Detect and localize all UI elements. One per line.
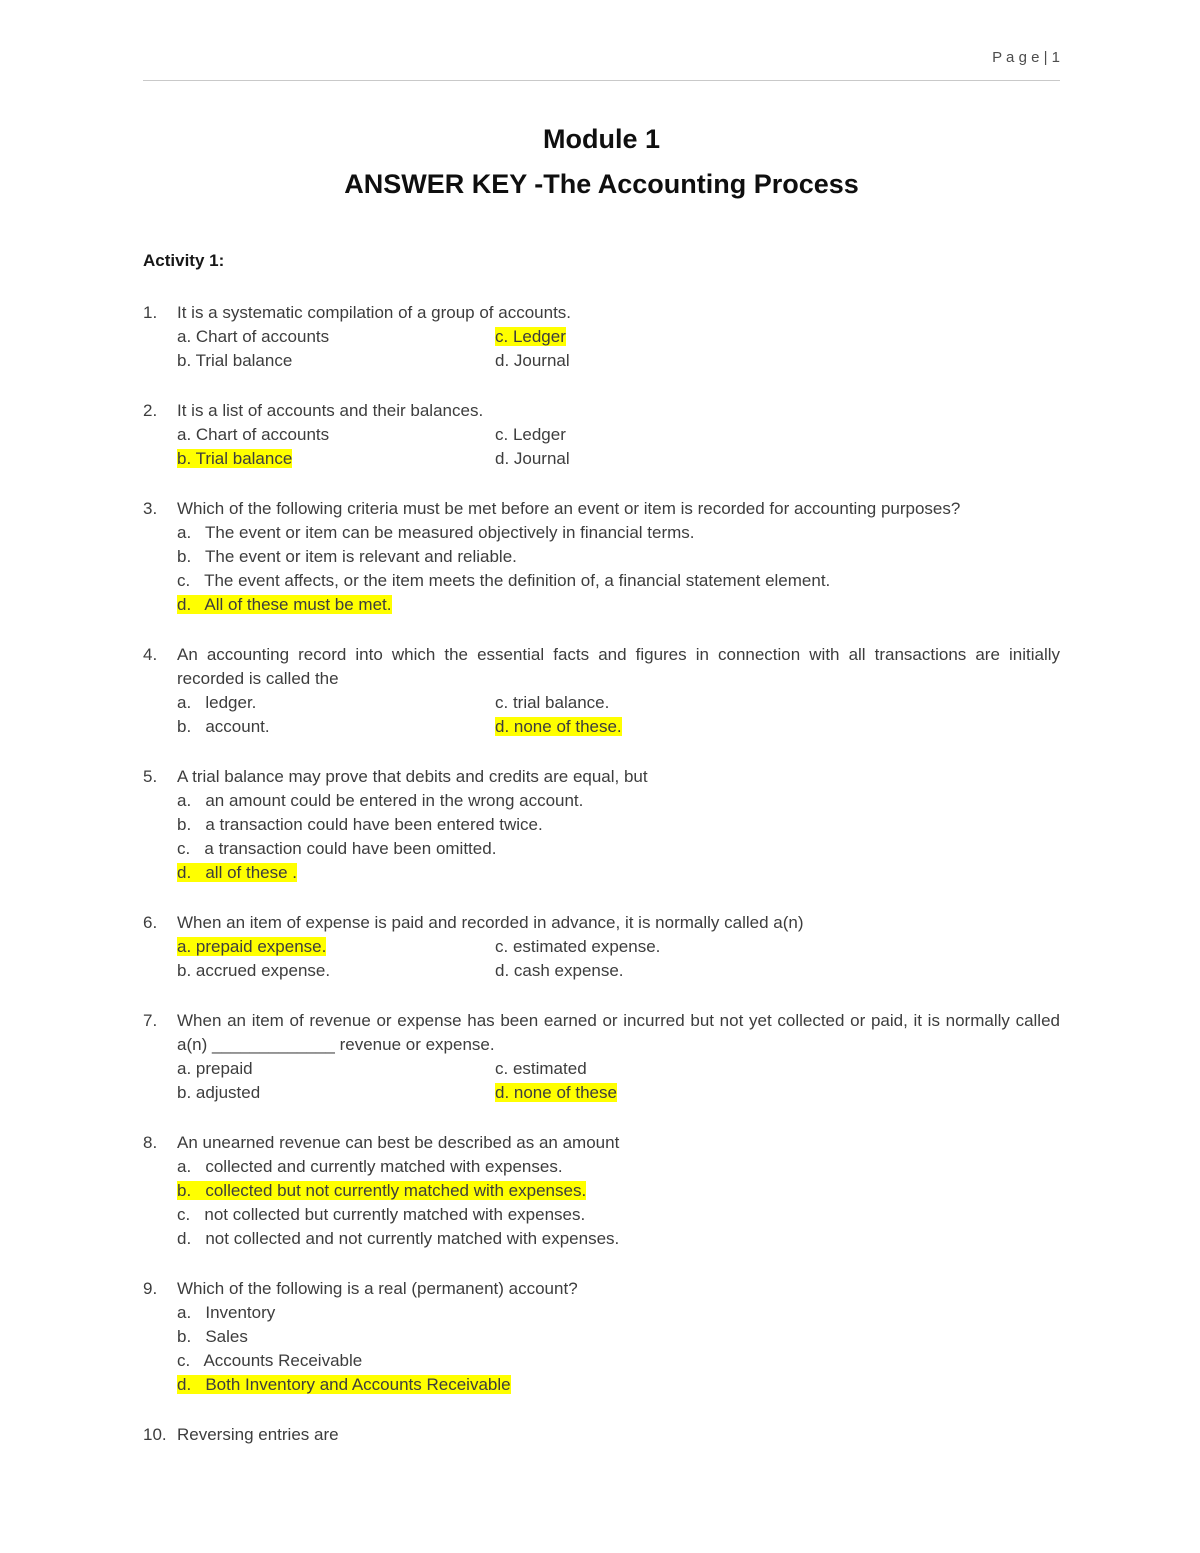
- option-text: d. not collected and not currently matched with expenses.: [177, 1229, 620, 1248]
- answer-option: [177, 691, 495, 715]
- question-options: [177, 521, 1060, 617]
- option-text: a. Chart of accounts: [177, 425, 330, 444]
- question-block: [143, 765, 1060, 885]
- answer-option: [495, 423, 1060, 447]
- question-head: [143, 911, 1060, 935]
- question-block: [143, 497, 1060, 617]
- highlighted-answer: d. none of these: [495, 1083, 617, 1102]
- question-block: [143, 643, 1060, 739]
- question-number: 7.: [143, 1011, 158, 1030]
- option-text: b. adjusted: [177, 1083, 261, 1102]
- answer-option: [495, 349, 1060, 373]
- question-number: 8.: [143, 1133, 158, 1152]
- answer-key-title: ANSWER KEY -The Accounting Process: [344, 169, 859, 199]
- answer-option: [177, 593, 1060, 617]
- option-text: a. Chart of accounts: [177, 327, 330, 346]
- question-number: 3.: [143, 499, 158, 518]
- question-options: [177, 1057, 1060, 1105]
- question-text: An accounting record into which the essential facts and figures in connection with all transactions are initially recorded is called the: [177, 645, 1060, 688]
- option-text: a. collected and currently matched with expenses.: [177, 1157, 563, 1176]
- question-head: [143, 1009, 1060, 1057]
- answer-option: [495, 691, 1060, 715]
- question-text: Reversing entries are: [177, 1425, 339, 1444]
- answer-option: [177, 1349, 1060, 1373]
- answer-option: [177, 1373, 1060, 1397]
- question-options: [177, 325, 1060, 373]
- option-text: b. Trial balance: [177, 351, 293, 370]
- option-text: b. account.: [177, 717, 270, 736]
- option-text: c. Ledger: [495, 425, 566, 444]
- answer-option: [177, 545, 1060, 569]
- answer-option: [177, 423, 495, 447]
- question-number: 6.: [143, 913, 158, 932]
- question-number: 4.: [143, 645, 158, 664]
- option-text: c. Accounts Receivable: [177, 1351, 363, 1370]
- question-number: 5.: [143, 767, 158, 786]
- answer-option: [177, 813, 1060, 837]
- questions-list: [143, 301, 1060, 1447]
- option-text: d. Journal: [495, 449, 570, 468]
- answer-option: [495, 959, 1060, 983]
- answer-option: [177, 959, 495, 983]
- option-text: c. a transaction could have been omitted.: [177, 839, 497, 858]
- highlighted-answer: a. prepaid expense.: [177, 937, 327, 956]
- option-text: d. cash expense.: [495, 961, 624, 980]
- question-options: [177, 423, 1060, 471]
- option-text: b. The event or item is relevant and reliable.: [177, 547, 517, 566]
- answer-option: [177, 1155, 1060, 1179]
- answer-option: [177, 715, 495, 739]
- question-number: 9.: [143, 1279, 158, 1298]
- answer-option: [177, 325, 495, 349]
- question-block: [143, 1277, 1060, 1397]
- answer-option: [177, 447, 495, 471]
- answer-option: [177, 1081, 495, 1105]
- question-options: [177, 1301, 1060, 1397]
- highlighted-answer: d. none of these.: [495, 717, 622, 736]
- question-head: [143, 1131, 1060, 1155]
- answer-option: [177, 861, 1060, 885]
- option-text: c. The event affects, or the item meets the definition of, a financial statement element.: [177, 571, 831, 590]
- question-text: It is a list of accounts and their balances.: [177, 401, 484, 420]
- question-text: An unearned revenue can best be described as an amount: [177, 1133, 620, 1152]
- question-head: [143, 497, 1060, 521]
- option-text: a. Inventory: [177, 1303, 276, 1322]
- question-block: [143, 1009, 1060, 1105]
- highlighted-answer: d. Both Inventory and Accounts Receivable: [177, 1375, 511, 1394]
- answer-option: [495, 715, 1060, 739]
- question-head: [143, 399, 1060, 423]
- question-block: [143, 1131, 1060, 1251]
- question-block: [143, 911, 1060, 983]
- question-options: [177, 1155, 1060, 1251]
- question-options: [177, 935, 1060, 983]
- question-block: [143, 399, 1060, 471]
- option-text: c. not collected but currently matched with expenses.: [177, 1205, 586, 1224]
- highlighted-answer: c. Ledger: [495, 327, 566, 346]
- answer-option: [177, 1203, 1060, 1227]
- answer-option: [177, 935, 495, 959]
- question-head: [143, 765, 1060, 789]
- answer-option: [177, 349, 495, 373]
- answer-option: [495, 447, 1060, 471]
- answer-option: [495, 935, 1060, 959]
- answer-option: [177, 837, 1060, 861]
- question-text: When an item of revenue or expense has been earned or incurred but not yet collected or paid, it is normally called a(n) _____________ revenue or expense.: [177, 1011, 1060, 1054]
- answer-option: [495, 1057, 1060, 1081]
- answer-option: [177, 1227, 1060, 1251]
- option-text: b. a transaction could have been entered twice.: [177, 815, 543, 834]
- answer-option: [177, 1301, 1060, 1325]
- question-number: 2.: [143, 401, 158, 420]
- question-text: Which of the following criteria must be met before an event or item is recorded for accounting purposes?: [177, 499, 961, 518]
- module-title: Module 1: [542, 124, 660, 154]
- highlighted-answer: b. collected but not currently matched with expenses.: [177, 1181, 587, 1200]
- answer-option: [177, 1325, 1060, 1349]
- option-text: c. trial balance.: [495, 693, 610, 712]
- question-block: [143, 1423, 1060, 1447]
- answer-option: [177, 521, 1060, 545]
- option-text: a. prepaid: [177, 1059, 253, 1078]
- question-head: [143, 643, 1060, 691]
- question-options: [177, 691, 1060, 739]
- answer-option: [177, 789, 1060, 813]
- answer-option: [495, 1081, 1060, 1105]
- question-text: When an item of expense is paid and recorded in advance, it is normally called a(n): [177, 913, 804, 932]
- answer-option: [177, 1179, 1060, 1203]
- highlighted-answer: d. all of these .: [177, 863, 298, 882]
- question-head: [143, 1277, 1060, 1301]
- question-text: Which of the following is a real (permanent) account?: [177, 1279, 578, 1298]
- option-text: b. Sales: [177, 1327, 248, 1346]
- highlighted-answer: b. Trial balance: [177, 449, 293, 468]
- question-head: [143, 1423, 1060, 1447]
- question-block: [143, 301, 1060, 373]
- question-options: [177, 789, 1060, 885]
- highlighted-answer: d. All of these must be met.: [177, 595, 392, 614]
- option-text: d. Journal: [495, 351, 570, 370]
- option-text: c. estimated: [495, 1059, 587, 1078]
- answer-option: [177, 1057, 495, 1081]
- option-text: c. estimated expense.: [495, 937, 661, 956]
- option-text: b. accrued expense.: [177, 961, 331, 980]
- option-text: a. an amount could be entered in the wrong account.: [177, 791, 584, 810]
- activity-heading: Activity 1:: [143, 251, 225, 270]
- question-number: 1.: [143, 303, 158, 322]
- question-number: 10.: [143, 1425, 167, 1444]
- question-head: [143, 301, 1060, 325]
- option-text: a. The event or item can be measured objectively in financial terms.: [177, 523, 695, 542]
- answer-option: [495, 325, 1060, 349]
- answer-option: [177, 569, 1060, 593]
- page-number-label: P a g e | 1: [992, 49, 1060, 66]
- header-divider: [143, 80, 1060, 81]
- question-text: It is a systematic compilation of a group of accounts.: [177, 303, 572, 322]
- question-text: A trial balance may prove that debits and credits are equal, but: [177, 767, 648, 786]
- option-text: a. ledger.: [177, 693, 257, 712]
